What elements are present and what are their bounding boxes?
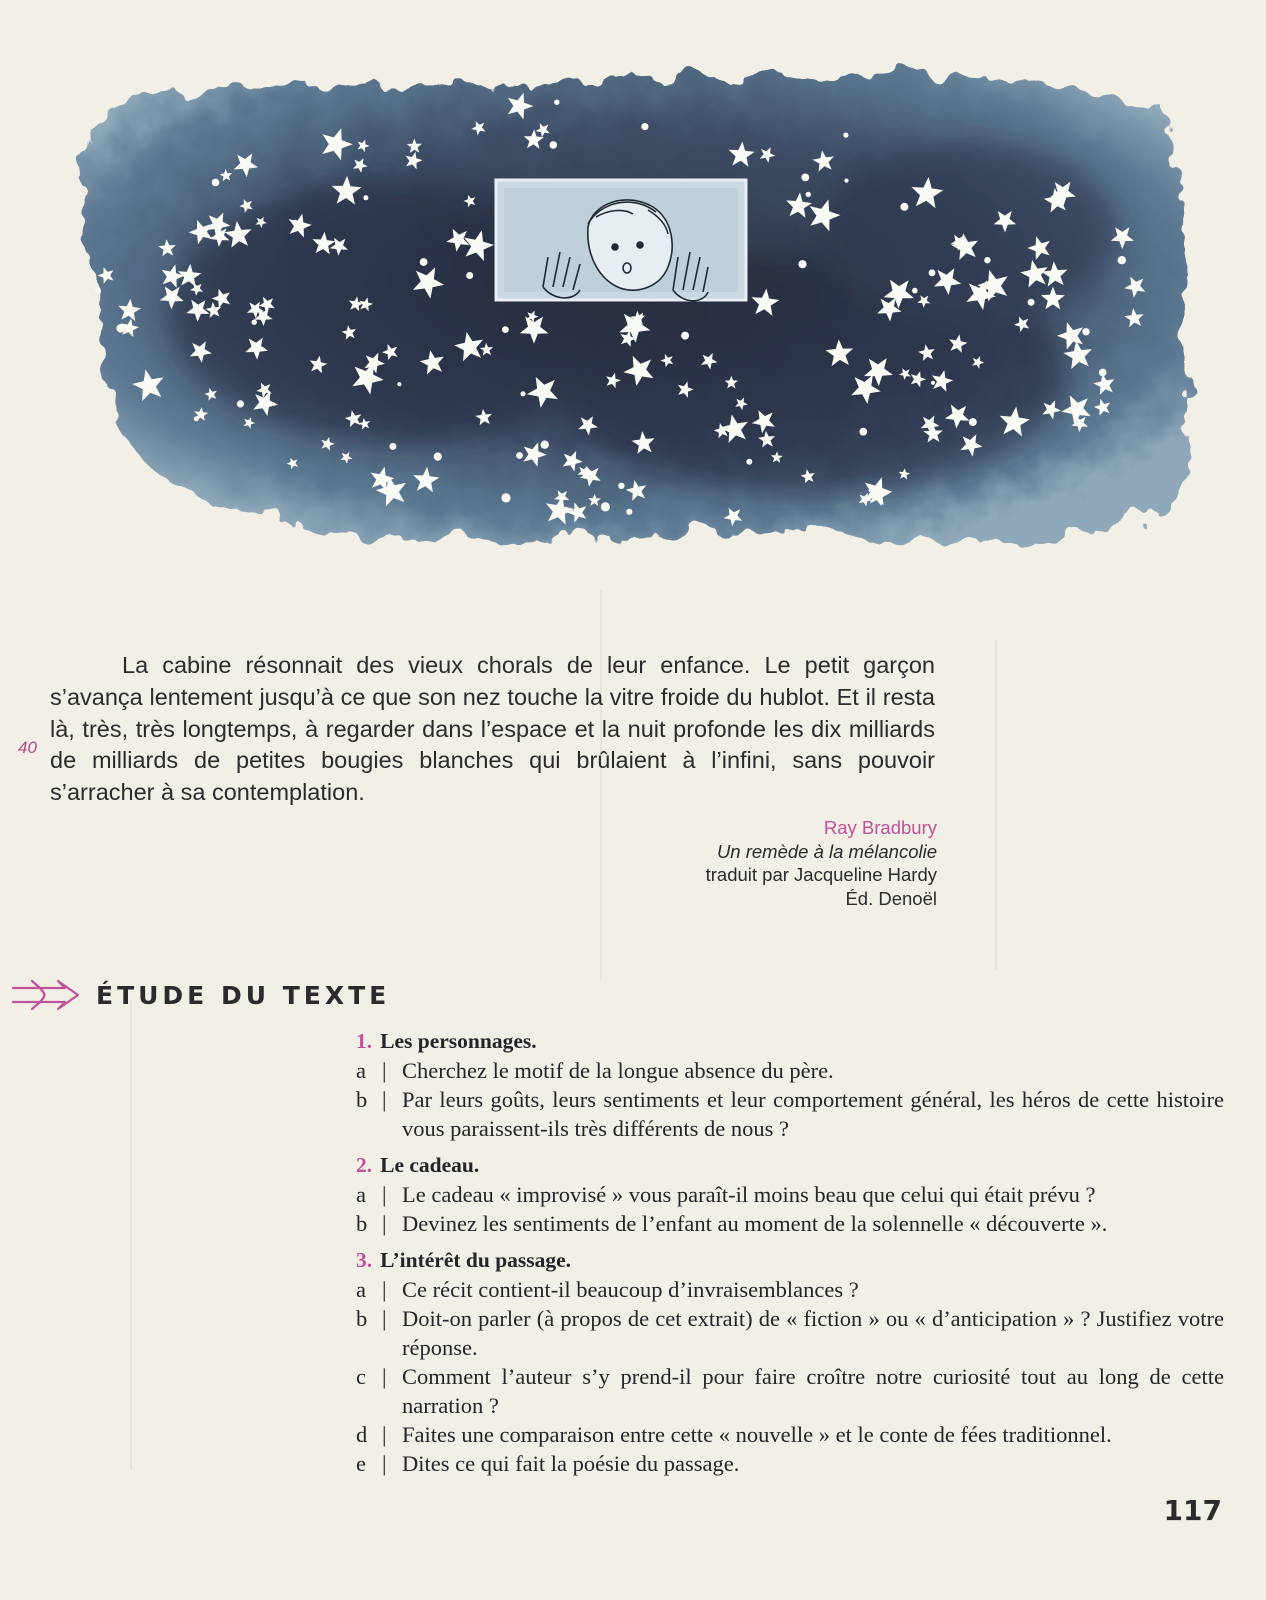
question-group-3 xyxy=(352,1245,1224,1478)
study-questions xyxy=(352,1026,1224,1485)
passage xyxy=(50,650,935,809)
section-header xyxy=(10,978,390,1012)
separator: | xyxy=(382,1364,387,1389)
question-text: Dites ce qui fait la poésie du passage. xyxy=(402,1451,740,1476)
page-number: 117 xyxy=(1163,1494,1222,1527)
star-dot-icon xyxy=(969,418,977,426)
question-heading xyxy=(352,1245,1224,1275)
question-letter: b xyxy=(356,1087,368,1112)
question-heading xyxy=(352,1026,1224,1056)
question-item xyxy=(352,1275,1224,1304)
question-item xyxy=(352,1362,1224,1420)
question-group-2 xyxy=(352,1150,1224,1238)
star-dot-icon xyxy=(798,260,806,268)
star-dot-icon xyxy=(294,220,298,224)
question-letter: b xyxy=(356,1306,368,1331)
question-item xyxy=(352,1085,1224,1143)
question-number: 2. xyxy=(356,1153,373,1177)
question-letter: a xyxy=(356,1058,366,1083)
question-text: Devinez les sentiments de l’enfant au moment de la solennelle « découverte ». xyxy=(402,1211,1108,1236)
question-group-1 xyxy=(352,1026,1224,1143)
question-letter: d xyxy=(356,1422,368,1447)
star-dot-icon xyxy=(681,332,689,340)
question-text: Comment l’auteur s’y prend-il pour faire croître notre curiosité tout au long de cette narration ? xyxy=(402,1364,1224,1418)
star-dot-icon xyxy=(554,100,559,105)
question-number: 3. xyxy=(356,1248,373,1272)
source-title: Un remède à la mélancolie xyxy=(716,840,937,862)
star-dot-icon xyxy=(1082,328,1089,335)
star-dot-icon xyxy=(550,141,558,149)
question-item xyxy=(352,1420,1224,1449)
question-title: Le cadeau. xyxy=(380,1153,480,1177)
star-dot-icon xyxy=(801,174,809,182)
star-dot-icon xyxy=(1118,256,1126,264)
star-dot-icon xyxy=(844,179,848,183)
star-dot-icon xyxy=(502,326,509,333)
star-dot-icon xyxy=(541,441,549,449)
star-dot-icon xyxy=(95,287,101,293)
star-dot-icon xyxy=(931,381,935,385)
section-title: ÉTUDE DU TEXTE xyxy=(96,980,391,1010)
question-title: L’intérêt du passage. xyxy=(380,1248,572,1272)
source-publisher: Éd. Denoël xyxy=(845,887,937,909)
question-text: Par leurs goûts, leurs sentiments et leur comportement général, les héros de cette histoire vous paraissent-ils très différents de nous ? xyxy=(402,1087,1224,1141)
question-title: Les personnages. xyxy=(380,1029,537,1053)
line-number: 40 xyxy=(18,738,37,757)
star-dot-icon xyxy=(806,192,811,197)
question-item xyxy=(352,1056,1224,1085)
question-text: Cherchez le motif de la longue absence du père. xyxy=(402,1058,834,1083)
source-author: Ray Bradbury xyxy=(823,817,937,838)
star-dot-icon xyxy=(626,509,632,515)
question-letter: a xyxy=(356,1277,366,1302)
star-dot-icon xyxy=(237,400,244,407)
question-item xyxy=(352,1304,1224,1362)
show-through-line xyxy=(130,1000,132,1470)
star-dot-icon xyxy=(434,453,442,461)
starry-sky-illustration xyxy=(48,52,1208,582)
star-dot-icon xyxy=(363,195,368,200)
question-letter: c xyxy=(356,1364,366,1389)
star-dot-icon xyxy=(843,133,848,138)
star-dot-icon xyxy=(252,320,257,325)
question-item xyxy=(352,1180,1224,1209)
star-dot-icon xyxy=(900,203,908,211)
star-dot-icon xyxy=(929,269,936,276)
star-dot-icon xyxy=(212,179,220,187)
star-dot-icon xyxy=(618,483,624,489)
double-arrow-icon xyxy=(10,978,82,1012)
star-dot-icon xyxy=(746,459,752,465)
source-citation xyxy=(706,816,937,910)
separator: | xyxy=(382,1451,387,1476)
passage-text: La cabine résonnait des vieux chorals de leur enfance. Le petit garçon s’avança lentement jusqu’à ce que son nez touche la vitre froide du hublot. Et il resta là, très, très longtemps, à regarder dans l’espace et la nuit profonde les dix milliards de milliards de petites bougies blanches qui brûlaient à l’infini, sans pouvoir s’arracher à sa contemplation. xyxy=(50,652,935,806)
star-dot-icon xyxy=(984,257,990,263)
question-text: Ce récit contient-il beaucoup d’invraisemblances ? xyxy=(402,1277,859,1302)
question-text: Doit-on parler (à propos de cet extrait) de « fiction » ou « d’anticipation » ? Justifiez votre réponse. xyxy=(402,1306,1224,1360)
separator: | xyxy=(382,1087,387,1112)
star-dot-icon xyxy=(520,391,525,396)
question-number: 1. xyxy=(356,1029,373,1053)
star-dot-icon xyxy=(397,382,401,386)
question-item xyxy=(352,1449,1224,1478)
source-translator: traduit par Jacqueline Hardy xyxy=(705,864,937,885)
separator: | xyxy=(382,1182,387,1207)
separator: | xyxy=(382,1211,387,1236)
star-dot-icon xyxy=(466,272,473,279)
star-dot-icon xyxy=(420,258,428,266)
question-letter: a xyxy=(356,1182,366,1207)
question-text: Faites une comparaison entre cette « nouvelle » et le conte de fées traditionnel. xyxy=(402,1422,1112,1447)
star-dot-icon xyxy=(516,452,523,459)
star-dot-icon xyxy=(194,416,199,421)
question-letter: b xyxy=(356,1211,368,1236)
star-dot-icon xyxy=(601,502,610,511)
porthole-window xyxy=(496,180,746,301)
star-dot-icon xyxy=(912,288,918,294)
star-dot-icon xyxy=(859,428,867,436)
starry-sky-svg xyxy=(48,52,1208,582)
star-dot-icon xyxy=(501,493,510,502)
star-dot-icon xyxy=(641,123,648,130)
show-through-line xyxy=(995,640,997,970)
question-heading xyxy=(352,1150,1224,1180)
separator: | xyxy=(382,1306,387,1331)
star-dot-icon xyxy=(1028,299,1035,306)
question-text: Le cadeau « improvisé » vous paraît-il moins beau que celui qui était prévu ? xyxy=(402,1182,1096,1207)
separator: | xyxy=(382,1277,387,1302)
question-letter: e xyxy=(356,1451,366,1476)
question-item xyxy=(352,1209,1224,1238)
star-dot-icon xyxy=(389,443,396,450)
separator: | xyxy=(382,1058,387,1083)
separator: | xyxy=(382,1422,387,1447)
